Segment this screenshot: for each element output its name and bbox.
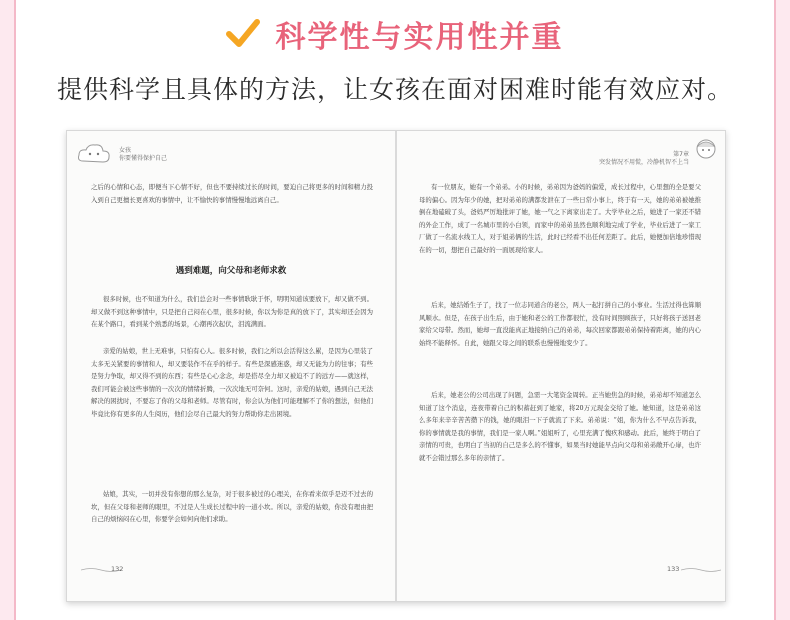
- page-number: 132: [111, 565, 124, 573]
- section-title: 遇到难题，向父母和老师求救: [175, 266, 287, 276]
- book-spread: [66, 130, 726, 602]
- body-paragraph: 亲爱的姑娘，世上无难事，只怕有心人。很多时候，我们之所以会活得这么累，是因为心里装了太多无关紧要的事情和人，却又要装作不在乎的样子。有些是深感迷惑，却又无能为力的往事；有些是努力争取，却又得不到的东西；有些是心心念念，却是搭尽全力却又被迫不了的远方——就这样，我们可能会被这些事情的一次次的情绪折腾，一次次地无可奈何。这时，亲爱的姑娘，遇到自己无法解决的困扰时，不要忘了你的父母和老师。尽管有时，你会认为他们可能理解不了你的想法，但他们毕竟比你有更多的人生阅历，他们会尽自己最大的努力帮助你走出困境。: [91, 347, 373, 418]
- subtitle: 提供科学且具体的方法，让女孩在面对困难时能有效应对。: [56, 75, 733, 104]
- body-paragraph: 很多时候，也不知道为什么，我们总会对一些事情耿耿于怀，明明知道该要放下，却又做不到。却又做不到这种事情中，只是把自己闷在心里，很多时候，你以为你是真的放下了，其实却还会因为在某个路口，看到某个熟悉的场景，心潮再次起伏，泪流满面。: [91, 295, 373, 329]
- body-paragraph: 后来，她老公的公司出现了问题，急需一大笔资金周转。正当她焦急的时候，弟弟却不知道怎么知道了这个消息，连夜带着自己的积蓄赶到了她家，将20万元现金交给了她。她知道，这是弟弟这么多年来辛辛苦苦攒下的钱，她的眼泪一下子就流了下来。弟弟说：“姐，你为什么不早点告诉我，你的事情就是我的事情，我们是一家人啊。”姐姐听了，心里充满了愧疚和感动。此后，她终于明白了亲情的可贵，也明白了当初的自己是多么的不懂事，如果当时她能早点向父母和弟弟敞开心扉，也许就不会错过那么多年的亲情了。: [419, 391, 701, 462]
- running-head-line-2: 你要懂得保护自己: [119, 155, 168, 162]
- running-head-line-1: 第7章: [673, 151, 689, 158]
- headline-text: 科学性与实用性并重: [275, 20, 564, 55]
- body-paragraph: 有一位朋友，她有一个弟弟。小的时候，弟弟因为爸妈的偏爱，成长过程中，心里想的全是要父母的偏心。因为年少的她，把对弟弟的满都发泄在了一些日常小事上，终于有一天，她的弟弟被她推倒在地磕破了头，爸妈严厉地批评了她，她一气之下离家出走了。大学毕业之后，她进了一家还不错的外企工作，成了一名城市里的小白领，而家中的弟弟虽然也顺利地完成了学业，毕业后进了一家工厂做了一名流水线工人，对于姐弟俩的生活，此时已经看不出任何差距了。此后，她便加倍地珍惜现在的一切，想把自己最好的一面展现给家人。: [419, 183, 701, 254]
- body-paragraph: 后来，她结婚生子了，找了一位志同道合的老公，两人一起打拼自己的小事业。生活过得也算顺风顺水。但是，在孩子出生后，由于她和老公的工作都很忙，没有时间照顾孩子，只好将孩子送回老家给父母带。然而，她却一直没能真正地接纳自己的弟弟，每次回家都跟弟弟保持着距离，她的内心始终不能释怀。自此，她跟父母之间的联系也慢慢地变少了。: [419, 301, 701, 347]
- headline: [0, 12, 790, 56]
- girl-illustration-icon: [691, 137, 721, 163]
- cloud-icon: [77, 141, 111, 167]
- left-running-head: [77, 139, 167, 169]
- left-page: [67, 131, 395, 601]
- body-paragraph: 姑娘，其实，一切并没有你想的那么复杂，对于很多被过的心理关，在你看来似乎是迈不过去的坎，但在父母和老师的眼里，不过是人生成长过程中的一道小坎。所以，亲爱的姑娘，你没有理由把自己的烦恼闷在心里，你要学会如何向他们求助。: [91, 490, 373, 524]
- check-icon: [226, 19, 260, 49]
- right-page: [397, 131, 725, 601]
- page-number: 133: [667, 565, 680, 573]
- page-number-flourish: [681, 567, 721, 573]
- intro-paragraph: 之后的心情和心态，即便当下心情不好，但也不要持续过长的时间，要迫自己将更多的时间和精力投入到自己更擅长更喜欢的事情中，让不愉快的事情慢慢地远离自己。: [91, 183, 373, 204]
- running-head-line-1: 女孩: [119, 147, 132, 154]
- running-head-line-2: 突发情况不用慌，冷静机智不上当: [598, 159, 689, 166]
- right-running-head: [599, 151, 689, 167]
